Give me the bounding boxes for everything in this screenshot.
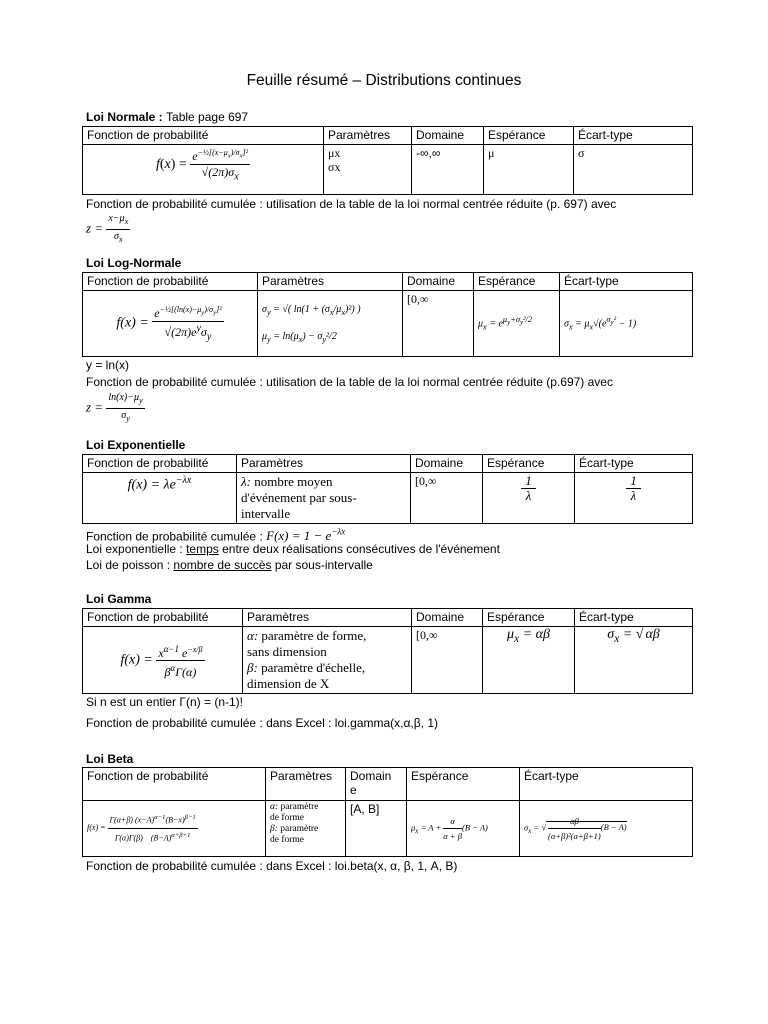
normal-ecart-type: σ	[574, 145, 693, 195]
section-normal-title: Loi Normale :	[86, 110, 163, 124]
table-gamma	[82, 608, 693, 694]
header-ecart-type: Écart-type	[520, 768, 693, 801]
gamma-params: α: paramètre de forme, sans dimension β: paramètre d'échelle, dimension de X	[243, 627, 412, 694]
gamma-param-text-1: paramètre de forme,	[261, 628, 367, 643]
normal-pdf-formula: f(x) = $\frac{e^{-\frac{1}{2}[(x-\mu_x)/\sigma_x]^2}}{√(2\pi)\sigma_x}$	[83, 145, 324, 195]
table-lognormal	[82, 272, 693, 357]
section-beta-title: Loi Beta	[86, 752, 134, 766]
lognormal-z-formula: z = $\frac{\ln(x)-\mu_y}{\sigma_y}$	[86, 392, 143, 423]
section-normal-heading	[86, 110, 248, 125]
section-exponential-title: Loi Exponentielle	[86, 438, 186, 452]
page-title: Feuille résumé – Distributions continues	[246, 72, 522, 89]
lognormal-y-def: y = ln(x)	[86, 358, 130, 372]
header-domaine: Domaine	[411, 455, 483, 473]
lognormal-domain: [0,∞	[403, 291, 474, 357]
header-domaine: Domaine	[412, 127, 484, 145]
normal-esperance: μ	[484, 145, 574, 195]
exponential-note-1-underline: temps	[186, 542, 219, 556]
exponential-cdf-formula: $F(x) = 1 - e^{-\lambda x}$	[266, 527, 346, 544]
section-lognormal-title: Loi Log-Normale	[86, 256, 182, 270]
normal-domain: -∞,∞	[412, 145, 484, 195]
beta-pdf-formula: f(x) = $\frac{\Gamma(\alpha+\beta) (x-A)^{\alpha-1}(B-x)^{\beta-1}}{\Gamma(\alpha)\Gamma(\beta) (B-A)^{\alpha+\beta+1}}$	[83, 801, 266, 857]
header-parametres: Paramètres	[258, 273, 403, 291]
exponential-domain: [0,∞	[411, 473, 483, 524]
header-ecart-type: Écart-type	[560, 273, 693, 291]
gamma-ecart-type: $\sigma_x$ = √ αβ	[575, 627, 693, 694]
lognormal-params: $\sigma_y$ = √( $\ln(1 + (\sigma_x/\mu_x)^2)$ ) $\mu_y = \ln(\mu_x) - \sigma_y^2/2$	[258, 291, 403, 357]
beta-param-text-3: paramètre	[280, 824, 319, 834]
exponential-note-1-prefix: Loi exponentielle :	[86, 542, 183, 556]
lognormal-cumul-text: Fonction de probabilité cumulée : utilisation de la table de la loi normal centrée réduite (p.697) avec	[86, 375, 613, 389]
beta-esperance: $\mu_x = A$ + $\frac{\alpha}{\alpha + \beta}$ (B − A)	[407, 801, 520, 857]
header-parametres: Paramètres	[266, 768, 346, 801]
beta-domain-header-line-2: e	[350, 783, 357, 797]
exponential-param-text-2: d'événement par sous-	[241, 490, 357, 505]
exponential-cumul-text: Fonction de probabilité cumulée :	[86, 529, 263, 544]
table-beta	[82, 767, 693, 857]
exponential-note-1	[86, 542, 500, 557]
header-ecart-type: Écart-type	[575, 455, 693, 473]
header-ecart-type: Écart-type	[574, 127, 693, 145]
exponential-note-2-suffix: par sous-intervalle	[274, 558, 373, 572]
beta-cumul: Fonction de probabilité cumulée : dans Excel : loi.beta(x, α, β, 1, A, B)	[86, 859, 458, 873]
header-fonction: Fonction de probabilité	[83, 609, 243, 627]
beta-params: α: paramètre de forme β: paramètre de forme	[266, 801, 346, 857]
header-esperance: Espérance	[474, 273, 560, 291]
gamma-cumul: Fonction de probabilité cumulée : dans Excel : loi.gamma(x,α,β, 1)	[86, 716, 439, 730]
table-exponential	[82, 454, 693, 524]
beta-domain-header-line-1: Domain	[350, 769, 392, 783]
header-esperance: Espérance	[407, 768, 520, 801]
section-normal-note: Table page 697	[166, 110, 249, 124]
normal-z-formula: z = $\frac{x-\mu_x}{\sigma_x}$	[86, 213, 129, 244]
normal-params	[324, 145, 412, 195]
header-fonction: Fonction de probabilité	[83, 768, 266, 801]
lognormal-esperance: $\mu_x = e^{\mu_y+\sigma_y^2/2}$	[474, 291, 560, 357]
header-ecart-type: Écart-type	[575, 609, 693, 627]
header-fonction: Fonction de probabilité	[83, 273, 258, 291]
beta-ecart-type: $\sigma_x$ = √ $\frac{\alpha\beta}{\text{(α+β)²(α+β+1)}}$ (B − A)	[520, 801, 693, 857]
header-parametres: Paramètres	[324, 127, 412, 145]
beta-domain: [A, B]	[346, 801, 407, 857]
header-esperance: Espérance	[483, 455, 575, 473]
gamma-param-text-2: sans dimension	[247, 644, 327, 659]
exponential-note-2-underline: nombre de succès	[173, 558, 272, 572]
header-domaine: Domaine	[412, 609, 483, 627]
normal-cumul-text: Fonction de probabilité cumulée : utilisation de la table de la loi normal centrée réduite (p. 697) avec	[86, 197, 617, 211]
header-parametres: Paramètres	[237, 455, 411, 473]
header-domaine: Domaine	[403, 273, 474, 291]
exponential-params: λ: nombre moyen d'événement par sous- intervalle	[237, 473, 411, 524]
header-fonction: Fonction de probabilité	[83, 127, 324, 145]
lognormal-pdf-formula: f(x) = $\frac{e^{-\frac{1}{2}[(ln(x)-\mu_y)/\sigma_y]^2}}{√(2\pi)e^y\sigma_y}$	[83, 291, 258, 357]
gamma-domain: [0,∞	[412, 627, 483, 694]
header-esperance: Espérance	[483, 609, 575, 627]
exponential-param-text-1: nombre moyen	[254, 474, 333, 489]
beta-param-text-2: de forme	[270, 813, 305, 823]
gamma-esperance: $\mu_x = \alpha\beta$	[483, 627, 575, 694]
normal-param-mu: μx	[328, 146, 341, 160]
beta-param-text-1: paramètre	[280, 802, 319, 812]
gamma-param-text-4: dimension de X	[247, 676, 330, 691]
exponential-note-2	[86, 558, 373, 573]
exponential-param-text-3: intervalle	[241, 506, 291, 521]
exponential-esperance: $\frac{1}{\lambda}$	[483, 473, 575, 524]
exponential-note-1-suffix: entre deux réalisations consécutives de l'événement	[222, 542, 500, 556]
header-fonction: Fonction de probabilité	[83, 455, 237, 473]
exponential-ecart-type: $\frac{1}{\lambda}$	[575, 473, 693, 524]
gamma-pdf-formula: f(x) = $\frac{x^{\alpha-1} e^{-x/\beta}}{\beta^\alpha\Gamma(\alpha)}$	[83, 627, 243, 694]
exponential-note-2-prefix: Loi de poisson :	[86, 558, 171, 572]
gamma-param-text-3: paramètre d'échelle,	[261, 660, 366, 675]
normal-param-sigma: σx	[328, 160, 341, 174]
lognormal-ecart-type: $\sigma_x = \mu_x√(e^{\sigma_y^2} - 1)$	[560, 291, 693, 357]
header-esperance: Espérance	[484, 127, 574, 145]
table-normal	[82, 126, 693, 195]
gamma-note: Si n est un entier Γ(n) = (n-1)!	[86, 695, 244, 709]
exponential-pdf-formula: $f(x) = \lambda e^{-\lambda x}$	[83, 473, 237, 524]
header-parametres: Paramètres	[243, 609, 412, 627]
section-gamma-title: Loi Gamma	[86, 592, 152, 606]
header-domaine	[346, 768, 407, 801]
beta-param-text-4: de forme	[270, 835, 305, 845]
